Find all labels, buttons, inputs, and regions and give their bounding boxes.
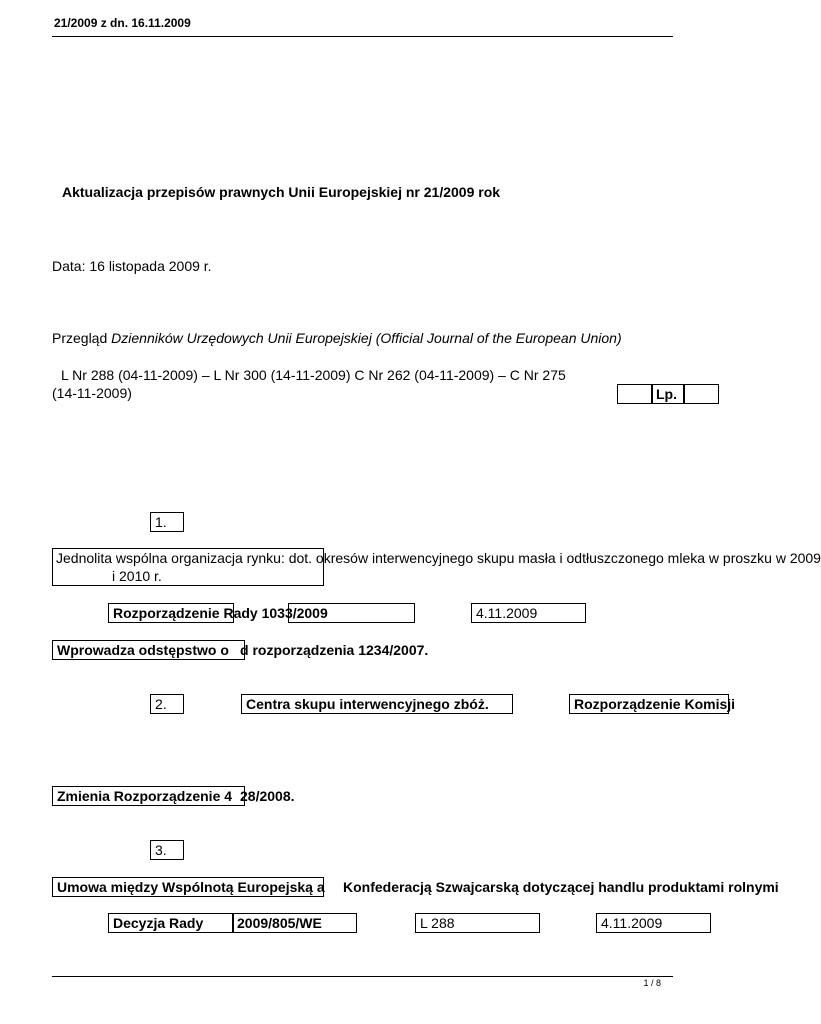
item-3-number: 3. bbox=[150, 840, 184, 860]
document-title: Aktualizacja przepisów prawnych Unii Europejskiej nr 21/2009 rok bbox=[62, 184, 501, 200]
page-header: 21/2009 z dn. 16.11.2009 bbox=[54, 16, 191, 30]
item-2-number: 2. bbox=[150, 694, 184, 714]
item-3-act-number: 2009/805/WE bbox=[232, 913, 357, 933]
item-1-description-line2: i 2010 r. bbox=[112, 568, 162, 584]
header-lp: Lp. bbox=[651, 384, 685, 404]
header-rule bbox=[52, 36, 673, 37]
item-3-journal: L 288 bbox=[415, 913, 540, 933]
item-1-note-rest: d rozporządzenia 1234/2007. bbox=[240, 642, 429, 658]
item-1-act: Rozporządzenie Rady 1033/2009 bbox=[108, 603, 234, 623]
item-2-act: Rozporządzenie Komisji bbox=[569, 694, 729, 714]
page-number: 1 / 8 bbox=[643, 978, 661, 988]
review-journal-name: Dzienników Urzędowych Unii Europejskiej (Official Journal of the European Union) bbox=[111, 330, 622, 346]
item-2-note-rest: 28/2008. bbox=[240, 788, 295, 804]
header-symbol-left-icon bbox=[617, 384, 653, 404]
item-3-act-type: Decyzja Rady bbox=[108, 913, 234, 933]
item-3-description-cell: Umowa między Wspólnotą Europejską a bbox=[52, 877, 324, 897]
item-1-description: Jednolita wspólna organizacja rynku: dot. okresów interwencyjnego skupu masła i odtłuszczonego mleka w proszku w 2009 bbox=[56, 550, 821, 566]
item-3-description-rest: Konfederacją Szwajcarską dotyczącej handlu produktami rolnymi bbox=[343, 879, 779, 895]
journal-issues-line2: (14-11-2009) bbox=[52, 385, 132, 401]
item-1-act-number-cell bbox=[288, 603, 415, 623]
review-prefix: Przegląd bbox=[52, 330, 108, 346]
item-1-note-cell: Wprowadza odstępstwo o bbox=[52, 640, 245, 660]
journal-review-line bbox=[52, 330, 622, 346]
item-1-date: 4.11.2009 bbox=[471, 603, 586, 623]
document-date: Data: 16 listopada 2009 r. bbox=[52, 258, 212, 274]
item-2-note-cell: Zmienia Rozporządzenie 4 bbox=[52, 786, 245, 806]
footer-rule bbox=[52, 976, 673, 977]
journal-issues-line1: L Nr 288 (04-11-2009) – L Nr 300 (14-11-2009) C Nr 262 (04-11-2009) – C Nr 275 bbox=[61, 367, 566, 383]
item-2-description: Centra skupu interwencyjnego zbóż. bbox=[241, 694, 513, 714]
item-1-number: 1. bbox=[150, 512, 184, 532]
header-symbol-right-icon bbox=[683, 384, 719, 404]
item-3-date: 4.11.2009 bbox=[596, 913, 711, 933]
